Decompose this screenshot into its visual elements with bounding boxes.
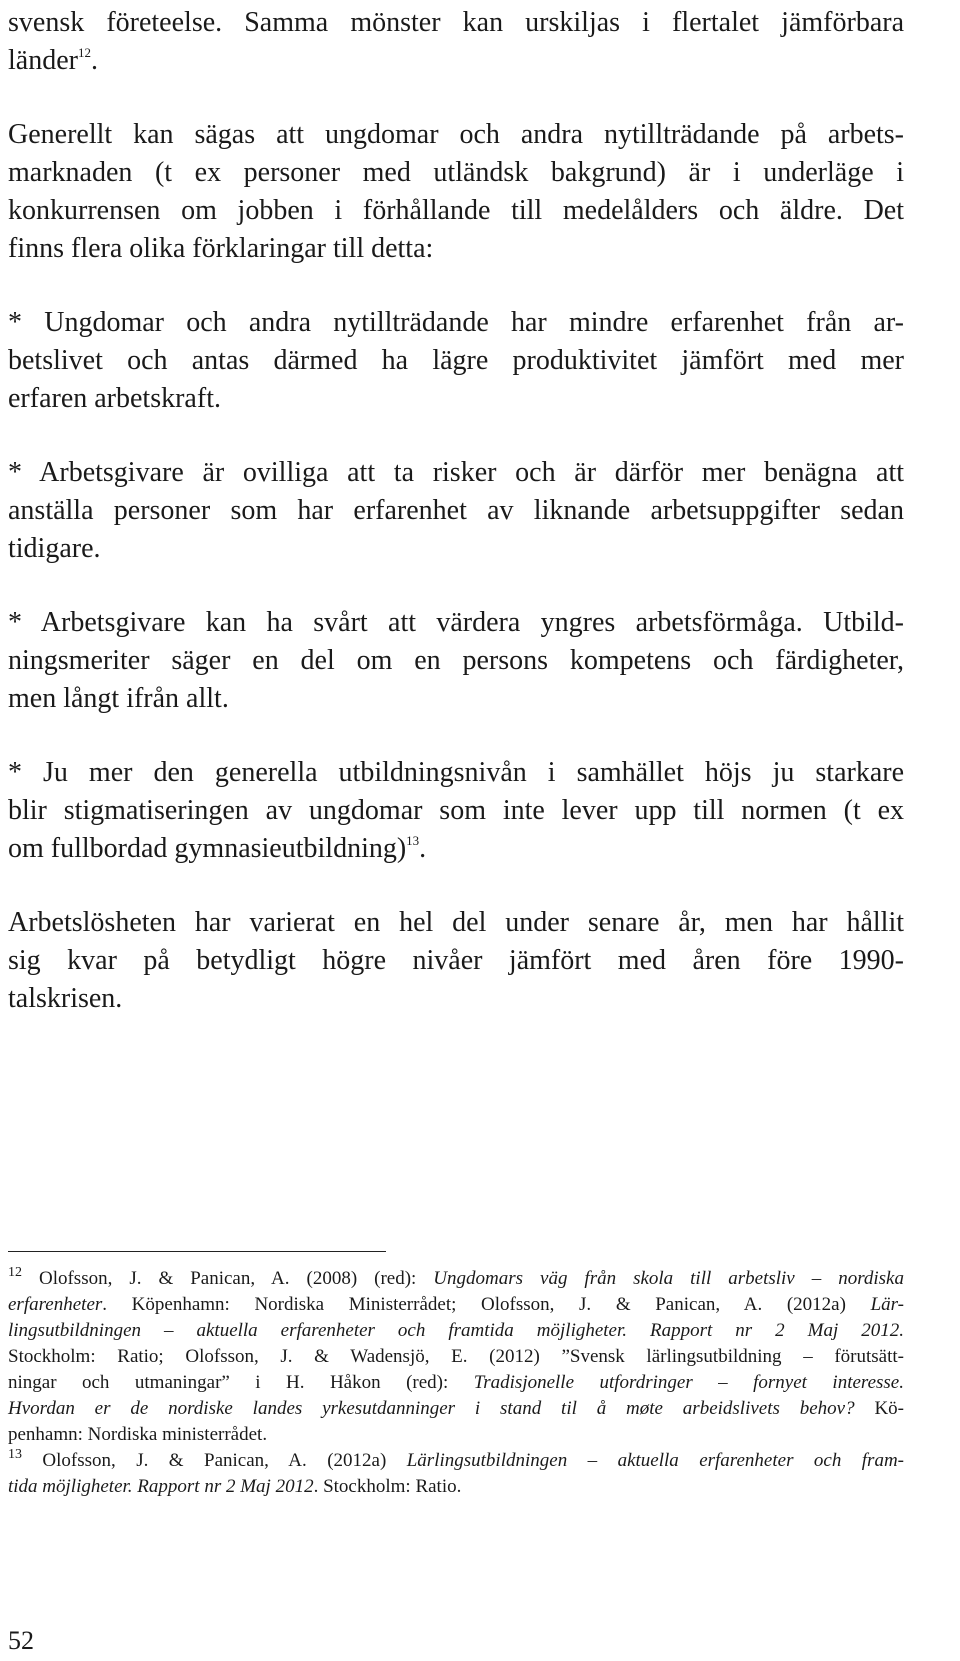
text-line: ningsmeriter säger en del om en persons kompetens och färdigheter, bbox=[8, 645, 904, 676]
footnote-line: Stockholm: Ratio; Olofsson, J. & Wadensjö, E. (2012) ”Svensk lärlingsutbildning – förutsätt- bbox=[8, 1346, 904, 1367]
text-line: svensk företeelse. Samma mönster kan urskiljas i flertalet jämförbara bbox=[8, 7, 904, 38]
punctuation: . bbox=[90, 45, 98, 76]
footnote-line bbox=[8, 1266, 904, 1292]
text-line bbox=[8, 42, 904, 80]
bullet-paragraph-3 bbox=[8, 604, 904, 718]
text-line: blir stigmatiseringen av ungdomar som inte lever upp till normen (t ex bbox=[8, 795, 904, 826]
punctuation: . bbox=[419, 833, 427, 864]
footnote-text: Olofsson, J. & Panican, A. (2012a) bbox=[22, 1450, 407, 1471]
text-line: * Ju mer den generella utbildningsnivån i samhället höjs ju starkare bbox=[8, 757, 904, 788]
footnote-text: Olofsson, J. & Panican, A. (2008) (red): bbox=[38, 1268, 434, 1289]
footnote-title: Lär- bbox=[870, 1294, 904, 1315]
paragraph-2 bbox=[8, 116, 904, 268]
text-line: anställa personer som har erfarenhet av liknande arbetsuppgifter sedan bbox=[8, 495, 904, 526]
text-line: tidigare. bbox=[8, 533, 101, 564]
footnote-text: Kö- bbox=[854, 1398, 904, 1419]
footnote-title: erfarenheter bbox=[8, 1294, 103, 1315]
paragraph-1 bbox=[8, 4, 904, 80]
footnote-line bbox=[8, 1318, 904, 1344]
footnote-ref-13[interactable]: 13 bbox=[406, 833, 420, 848]
footnote-title: tida möjligheter. Rapport nr 2 Maj 2012 bbox=[8, 1476, 314, 1497]
footnote-title: Tradisjonelle utfordringer – fornyet interesse. bbox=[473, 1372, 904, 1393]
footnote-line bbox=[8, 1370, 904, 1396]
footnote-line bbox=[8, 1396, 904, 1422]
footnote-number-13: 13 bbox=[8, 1447, 22, 1462]
footnote-title: lingsutbildningen – aktuella erfarenheter och framtida möjligheter. Rapport nr 2 Maj 2012. bbox=[8, 1320, 904, 1341]
text-line: Generellt kan sägas att ungdomar och andra nytillträdande på arbets- bbox=[8, 119, 904, 150]
text-line: * Ungdomar och andra nytillträdande har mindre erfarenhet från ar- bbox=[8, 307, 904, 338]
text-line bbox=[8, 830, 904, 868]
text-line: * Arbetsgivare kan ha svårt att värdera yngres arbetsförmåga. Utbild- bbox=[8, 607, 904, 638]
footnote-text: . Köpenhamn: Nordiska Ministerrådet; Olofsson, J. & Panican, A. (2012a) bbox=[102, 1294, 871, 1315]
bullet-paragraph-1 bbox=[8, 304, 904, 418]
footnote-number-12: 12 bbox=[8, 1265, 22, 1280]
text-line: betslivet och antas därmed ha lägre produktivitet jämfört med mer bbox=[8, 345, 904, 376]
footnote-13 bbox=[8, 1448, 904, 1500]
footnote-line bbox=[8, 1292, 904, 1318]
paragraph-3 bbox=[8, 904, 904, 1018]
text-line-text: länder bbox=[8, 45, 78, 76]
document-body bbox=[8, 0, 904, 1018]
footnote-12 bbox=[8, 1266, 904, 1448]
text-line: konkurrensen om jobben i förhållande till medelålders och äldre. Det bbox=[8, 195, 904, 226]
footnote-divider bbox=[8, 1251, 386, 1252]
text-line: marknaden (t ex personer med utländsk bakgrund) är i underläge i bbox=[8, 157, 904, 188]
text-line: erfaren arbetskraft. bbox=[8, 383, 221, 414]
text-line: sig kvar på betydligt högre nivåer jämfört med åren före 1990- bbox=[8, 945, 904, 976]
footnote-ref-12[interactable]: 12 bbox=[77, 45, 91, 60]
text-line: men långt ifrån allt. bbox=[8, 683, 229, 714]
footnote-line: penhamn: Nordiska ministerrådet. bbox=[8, 1424, 268, 1445]
text-line: talskrisen. bbox=[8, 983, 123, 1014]
footnote-line bbox=[8, 1474, 904, 1500]
footnote-text: ningar och utmaningar” i H. Håkon (red): bbox=[8, 1372, 474, 1393]
page-number: 52 bbox=[8, 1626, 34, 1655]
footnote-title: Ungdomars väg från skola till arbetsliv – nordiska bbox=[433, 1268, 904, 1289]
text-line-text: om fullbordad gymnasieutbildning) bbox=[8, 833, 407, 864]
footnote-title: Hvordan er de nordiske landes yrkesutdanninger i stand til å møte arbeidslivets behov? bbox=[8, 1398, 855, 1419]
text-line: finns flera olika förklaringar till detta: bbox=[8, 233, 434, 264]
footnote-text: . Stockholm: Ratio. bbox=[313, 1476, 462, 1497]
text-line: * Arbetsgivare är ovilliga att ta risker och är därför mer benägna att bbox=[8, 457, 904, 488]
text-line: Arbetslösheten har varierat en hel del under senare år, men har hållit bbox=[8, 907, 904, 938]
footnote-title: Lärlingsutbildningen – aktuella erfarenheter och fram- bbox=[406, 1450, 904, 1471]
bullet-paragraph-2 bbox=[8, 454, 904, 568]
bullet-paragraph-4 bbox=[8, 754, 904, 868]
footnote-line bbox=[8, 1448, 904, 1474]
footnotes bbox=[8, 1266, 904, 1500]
